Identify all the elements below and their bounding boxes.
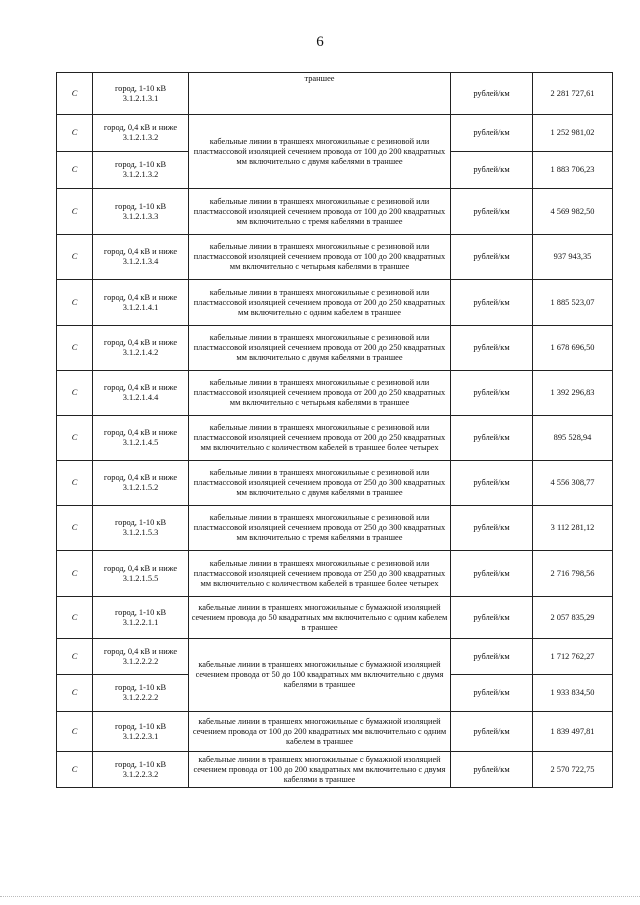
- item-code: 3.1.2.1.4.5: [122, 438, 159, 447]
- description-cell: кабельные линии в траншеях многожильные с бумажной изоляцией сечением провода до 50 квадратных мм включительно с одним кабелем в траншее: [189, 597, 451, 639]
- voltage-class: город, 0,4 кВ и ниже: [103, 428, 178, 437]
- voltage-cell: [93, 115, 189, 152]
- price-cell: 1 392 296,83: [533, 371, 613, 416]
- item-code: 3.1.2.2.2.2: [122, 693, 159, 702]
- item-code: 3.1.2.1.3.2: [122, 170, 159, 179]
- rates-table: [56, 72, 613, 788]
- price-cell: 1 885 523,07: [533, 280, 613, 326]
- table-row: [57, 752, 613, 788]
- voltage-cell: [93, 461, 189, 506]
- voltage-class: город, 0,4 кВ и ниже: [103, 123, 178, 132]
- item-code: 3.1.2.1.5.5: [122, 573, 159, 583]
- voltage-class: город, 0,4 кВ и ниже: [103, 338, 178, 347]
- price-cell: 4 569 982,50: [533, 189, 613, 235]
- description-cell: кабельные линии в траншеях многожильные с бумажной изоляцией сечением провода от 50 до 100 квадратных мм включительно с двумя кабелями в траншее: [189, 639, 451, 712]
- voltage-cell: [93, 712, 189, 752]
- voltage-class: город, 1-10 кВ: [114, 607, 167, 617]
- price-cell: 1 678 696,50: [533, 326, 613, 371]
- table-row: [57, 712, 613, 752]
- price-cell: 1 712 762,27: [533, 639, 613, 675]
- voltage-cell: [93, 371, 189, 416]
- category-letter: C: [57, 752, 93, 788]
- unit-cell: рублей/км: [451, 326, 533, 371]
- table-row: [57, 506, 613, 551]
- voltage-class: город, 1-10 кВ: [114, 518, 167, 527]
- category-letter: C: [57, 712, 93, 752]
- description-cell: кабельные линии в траншеях многожильные с резиновой или пластмассовой изоляцией сечением провода от 200 до 250 квадратных мм включительно с двумя кабелями в траншее: [189, 326, 451, 371]
- voltage-class: город, 0,4 кВ и ниже: [103, 383, 178, 392]
- description-cell: кабельные линии в траншеях многожильные с резиновой или пластмассовой изоляцией сечением провода от 100 до 200 квадратных мм включительно с двумя кабелями в траншее: [189, 115, 451, 189]
- description-cell: кабельные линии в траншеях многожильные с резиновой или пластмассовой изоляцией сечением провода от 250 до 300 квадратных мм включительно с тремя кабелями в траншее: [189, 506, 451, 551]
- table-row: [57, 597, 613, 639]
- unit-cell: рублей/км: [451, 752, 533, 788]
- item-code: 3.1.2.1.4.2: [122, 348, 159, 357]
- unit-cell: рублей/км: [451, 712, 533, 752]
- description-cell: кабельные линии в траншеях многожильные с резиновой или пластмассовой изоляцией сечением провода от 100 до 200 квадратных мм включительно с тремя кабелями в траншее: [189, 189, 451, 235]
- table-row: [57, 551, 613, 597]
- unit-cell: рублей/км: [451, 506, 533, 551]
- voltage-class: город, 1-10 кВ: [114, 683, 167, 692]
- category-letter: C: [57, 235, 93, 280]
- price-cell: 937 943,35: [533, 235, 613, 280]
- price-cell: 2 057 835,29: [533, 597, 613, 639]
- table-row: [57, 326, 613, 371]
- voltage-class: город, 1-10 кВ: [114, 83, 167, 93]
- table-row: [57, 235, 613, 280]
- voltage-cell: [93, 506, 189, 551]
- description-cell: кабельные линии в траншеях многожильные с резиновой или пластмассовой изоляцией сечением провода от 200 до 250 квадратных мм включительно с количеством кабелей в траншее более четырех: [189, 416, 451, 461]
- voltage-class: город, 0,4 кВ и ниже: [103, 646, 178, 656]
- unit-cell: рублей/км: [451, 73, 533, 115]
- category-letter: C: [57, 280, 93, 326]
- voltage-class: город, 1-10 кВ: [114, 160, 167, 169]
- category-letter: C: [57, 461, 93, 506]
- category-letter: C: [57, 675, 93, 712]
- table-row: [57, 280, 613, 326]
- voltage-class: город, 1-10 кВ: [114, 201, 167, 211]
- voltage-cell: [93, 152, 189, 189]
- price-cell: 2 570 722,75: [533, 752, 613, 788]
- voltage-cell: [93, 639, 189, 675]
- price-cell: 1 933 834,50: [533, 675, 613, 712]
- table-row: [57, 189, 613, 235]
- price-cell: 1 839 497,81: [533, 712, 613, 752]
- voltage-cell: [93, 280, 189, 326]
- price-cell: 1 252 981,02: [533, 115, 613, 152]
- item-code: 3.1.2.2.2.2: [122, 656, 159, 666]
- voltage-cell: [93, 73, 189, 115]
- unit-cell: рублей/км: [451, 115, 533, 152]
- table-row: [57, 115, 613, 152]
- voltage-class: город, 0,4 кВ и ниже: [103, 473, 178, 482]
- description-cell: кабельные линии в траншеях многожильные с бумажной изоляцией сечением провода от 100 до 200 квадратных мм включительно с двумя кабелями в траншее: [189, 752, 451, 788]
- voltage-class: город, 0,4 кВ и ниже: [103, 247, 178, 256]
- category-letter: C: [57, 326, 93, 371]
- unit-cell: рублей/км: [451, 152, 533, 189]
- voltage-cell: [93, 416, 189, 461]
- item-code: 3.1.2.1.3.4: [122, 257, 159, 266]
- unit-cell: рублей/км: [451, 416, 533, 461]
- item-code: 3.1.2.1.3.3: [122, 211, 159, 221]
- description-cell: кабельные линии в траншеях многожильные с резиновой или пластмассовой изоляцией сечением провода от 250 до 300 квадратных мм включительно с количеством кабелей в траншее более четырех: [189, 551, 451, 597]
- category-letter: C: [57, 189, 93, 235]
- unit-cell: рублей/км: [451, 639, 533, 675]
- voltage-cell: [93, 752, 189, 788]
- voltage-class: город, 0,4 кВ и ниже: [103, 292, 178, 302]
- item-code: 3.1.2.2.3.1: [122, 731, 159, 741]
- table-row: [57, 371, 613, 416]
- category-letter: C: [57, 506, 93, 551]
- category-letter: C: [57, 371, 93, 416]
- description-cell: кабельные линии в траншеях многожильные с резиновой или пластмассовой изоляцией сечением провода от 200 до 250 квадратных мм включительно с одним кабелем в траншее: [189, 280, 451, 326]
- voltage-cell: [93, 675, 189, 712]
- item-code: 3.1.2.1.3.2: [122, 133, 159, 142]
- unit-cell: рублей/км: [451, 461, 533, 506]
- unit-cell: рублей/км: [451, 551, 533, 597]
- table-row: [57, 639, 613, 675]
- table-row: [57, 461, 613, 506]
- category-letter: C: [57, 551, 93, 597]
- category-letter: C: [57, 115, 93, 152]
- item-code: 3.1.2.1.5.3: [122, 528, 159, 537]
- description-cell: кабельные линии в траншеях многожильные с бумажной изоляцией сечением провода от 100 до 200 квадратных мм включительно с одним кабелем в траншее: [189, 712, 451, 752]
- page-number: 6: [316, 34, 324, 50]
- unit-cell: рублей/км: [451, 675, 533, 712]
- voltage-class: город, 1-10 кВ: [114, 759, 167, 769]
- voltage-cell: [93, 189, 189, 235]
- category-letter: C: [57, 73, 93, 115]
- item-code: 3.1.2.2.1.1: [122, 617, 159, 627]
- price-cell: 4 556 308,77: [533, 461, 613, 506]
- description-cell: кабельные линии в траншеях многожильные с резиновой или пластмассовой изоляцией сечением провода от 100 до 200 квадратных мм включительно с четырьмя кабелями в траншее: [189, 235, 451, 280]
- category-letter: C: [57, 416, 93, 461]
- description-cell: кабельные линии в траншеях многожильные с резиновой или пластмассовой изоляцией сечением провода от 250 до 300 квадратных мм включительно с двумя кабелями в траншее: [189, 461, 451, 506]
- unit-cell: рублей/км: [451, 235, 533, 280]
- category-letter: C: [57, 639, 93, 675]
- scan-edge: [0, 896, 640, 901]
- description-cell: траншее: [189, 73, 451, 115]
- voltage-cell: [93, 551, 189, 597]
- price-cell: 2 281 727,61: [533, 73, 613, 115]
- voltage-cell: [93, 597, 189, 639]
- unit-cell: рублей/км: [451, 280, 533, 326]
- voltage-class: город, 0,4 кВ и ниже: [103, 563, 178, 573]
- price-cell: 2 716 798,56: [533, 551, 613, 597]
- price-cell: 1 883 706,23: [533, 152, 613, 189]
- item-code: 3.1.2.1.5.2: [122, 483, 159, 492]
- item-code: 3.1.2.1.4.1: [122, 302, 159, 312]
- voltage-class: город, 1-10 кВ: [114, 721, 167, 731]
- voltage-cell: [93, 235, 189, 280]
- item-code: 3.1.2.2.3.2: [122, 769, 159, 779]
- unit-cell: рублей/км: [451, 597, 533, 639]
- price-cell: 3 112 281,12: [533, 506, 613, 551]
- description-cell: кабельные линии в траншеях многожильные с резиновой или пластмассовой изоляцией сечением провода от 200 до 250 квадратных мм включительно с четырьмя кабелями в траншее: [189, 371, 451, 416]
- table-row: [57, 416, 613, 461]
- table-row: [57, 73, 613, 115]
- category-letter: C: [57, 152, 93, 189]
- item-code: 3.1.2.1.3.1: [122, 93, 159, 103]
- unit-cell: рублей/км: [451, 371, 533, 416]
- category-letter: C: [57, 597, 93, 639]
- voltage-cell: [93, 326, 189, 371]
- price-cell: 895 528,94: [533, 416, 613, 461]
- item-code: 3.1.2.1.4.4: [122, 393, 159, 402]
- unit-cell: рублей/км: [451, 189, 533, 235]
